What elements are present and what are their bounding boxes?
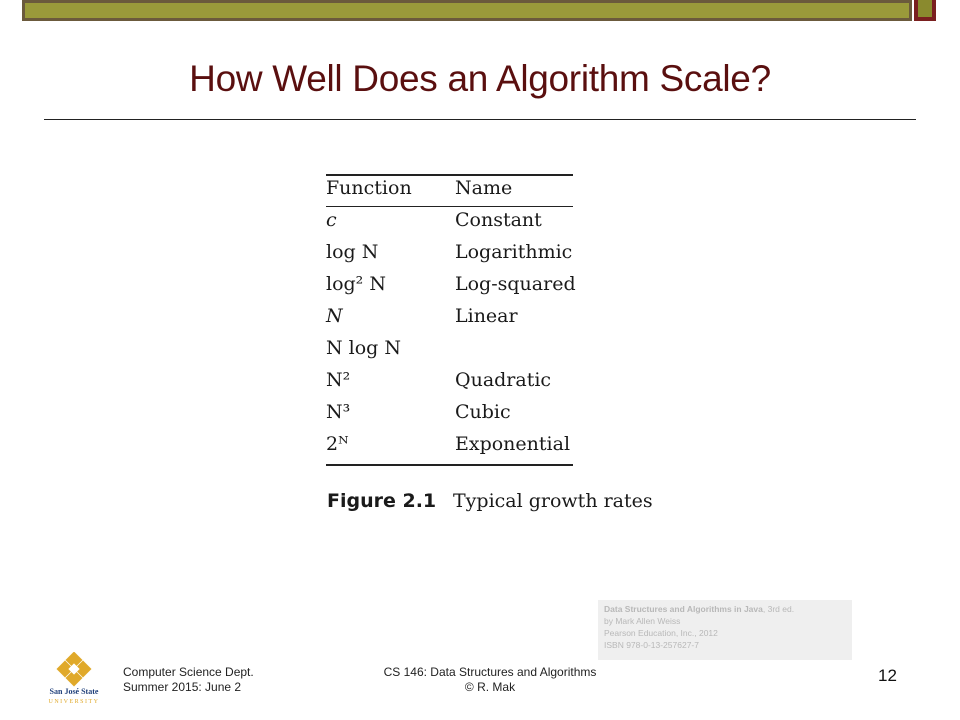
row-function: N log N bbox=[326, 337, 402, 359]
row-function: 2ᴺ bbox=[326, 433, 349, 455]
footer-copyright: © R. Mak bbox=[464, 680, 516, 694]
footer-date: Summer 2015: June 2 bbox=[123, 680, 242, 694]
figure-caption-label: Figure 2.1 bbox=[327, 490, 437, 512]
row-name: Constant bbox=[455, 209, 542, 231]
logo-text-line2: UNIVERSITY bbox=[48, 699, 100, 705]
footer-center bbox=[370, 665, 610, 695]
slide-title: How Well Does an Algorithm Scale? bbox=[189, 58, 771, 99]
row-name: Exponential bbox=[455, 433, 571, 455]
footer-left bbox=[123, 665, 254, 695]
row-function: log N bbox=[326, 241, 379, 263]
footer-department: Computer Science Dept. bbox=[123, 665, 254, 679]
header-name: Name bbox=[455, 177, 513, 199]
table-top-rule bbox=[326, 174, 573, 176]
citation-title-line bbox=[604, 603, 846, 615]
row-name: Log-squared bbox=[455, 273, 576, 295]
row-name: Linear bbox=[455, 305, 518, 327]
logo-text-line1: San José State bbox=[49, 687, 99, 696]
row-function: N³ bbox=[326, 401, 351, 423]
row-function: log² N bbox=[326, 273, 386, 295]
page-number: 12 bbox=[878, 666, 897, 685]
table-bottom-rule bbox=[326, 464, 573, 466]
citation-box bbox=[598, 600, 852, 660]
citation-publisher: Pearson Education, Inc., 2012 bbox=[604, 628, 718, 638]
citation-isbn: ISBN 978-0-13-257627-7 bbox=[604, 640, 699, 650]
row-name: Quadratic bbox=[455, 369, 552, 391]
top-corner-square bbox=[914, 0, 936, 21]
table-header-rule bbox=[326, 206, 573, 207]
sjsu-logo-icon bbox=[44, 652, 104, 706]
figure-caption-text: Typical growth rates bbox=[453, 490, 653, 512]
footer-course: CS 146: Data Structures and Algorithms bbox=[383, 665, 597, 679]
top-bar-fill bbox=[25, 3, 909, 18]
row-name: Cubic bbox=[455, 401, 511, 423]
row-name: Logarithmic bbox=[455, 241, 573, 263]
row-function: c bbox=[326, 209, 337, 231]
sjsu-logo bbox=[44, 652, 104, 706]
header-function: Function bbox=[326, 177, 412, 199]
top-corner-square-fill bbox=[918, 0, 932, 17]
top-decorative-bar bbox=[22, 0, 912, 21]
row-function: N bbox=[326, 305, 343, 327]
row-function: N² bbox=[326, 369, 351, 391]
citation-book-title: Data Structures and Algorithms in Java bbox=[604, 604, 763, 614]
citation-edition: , 3rd ed. bbox=[762, 604, 795, 614]
title-divider bbox=[44, 119, 916, 120]
citation-author: by Mark Allen Weiss bbox=[604, 616, 681, 626]
